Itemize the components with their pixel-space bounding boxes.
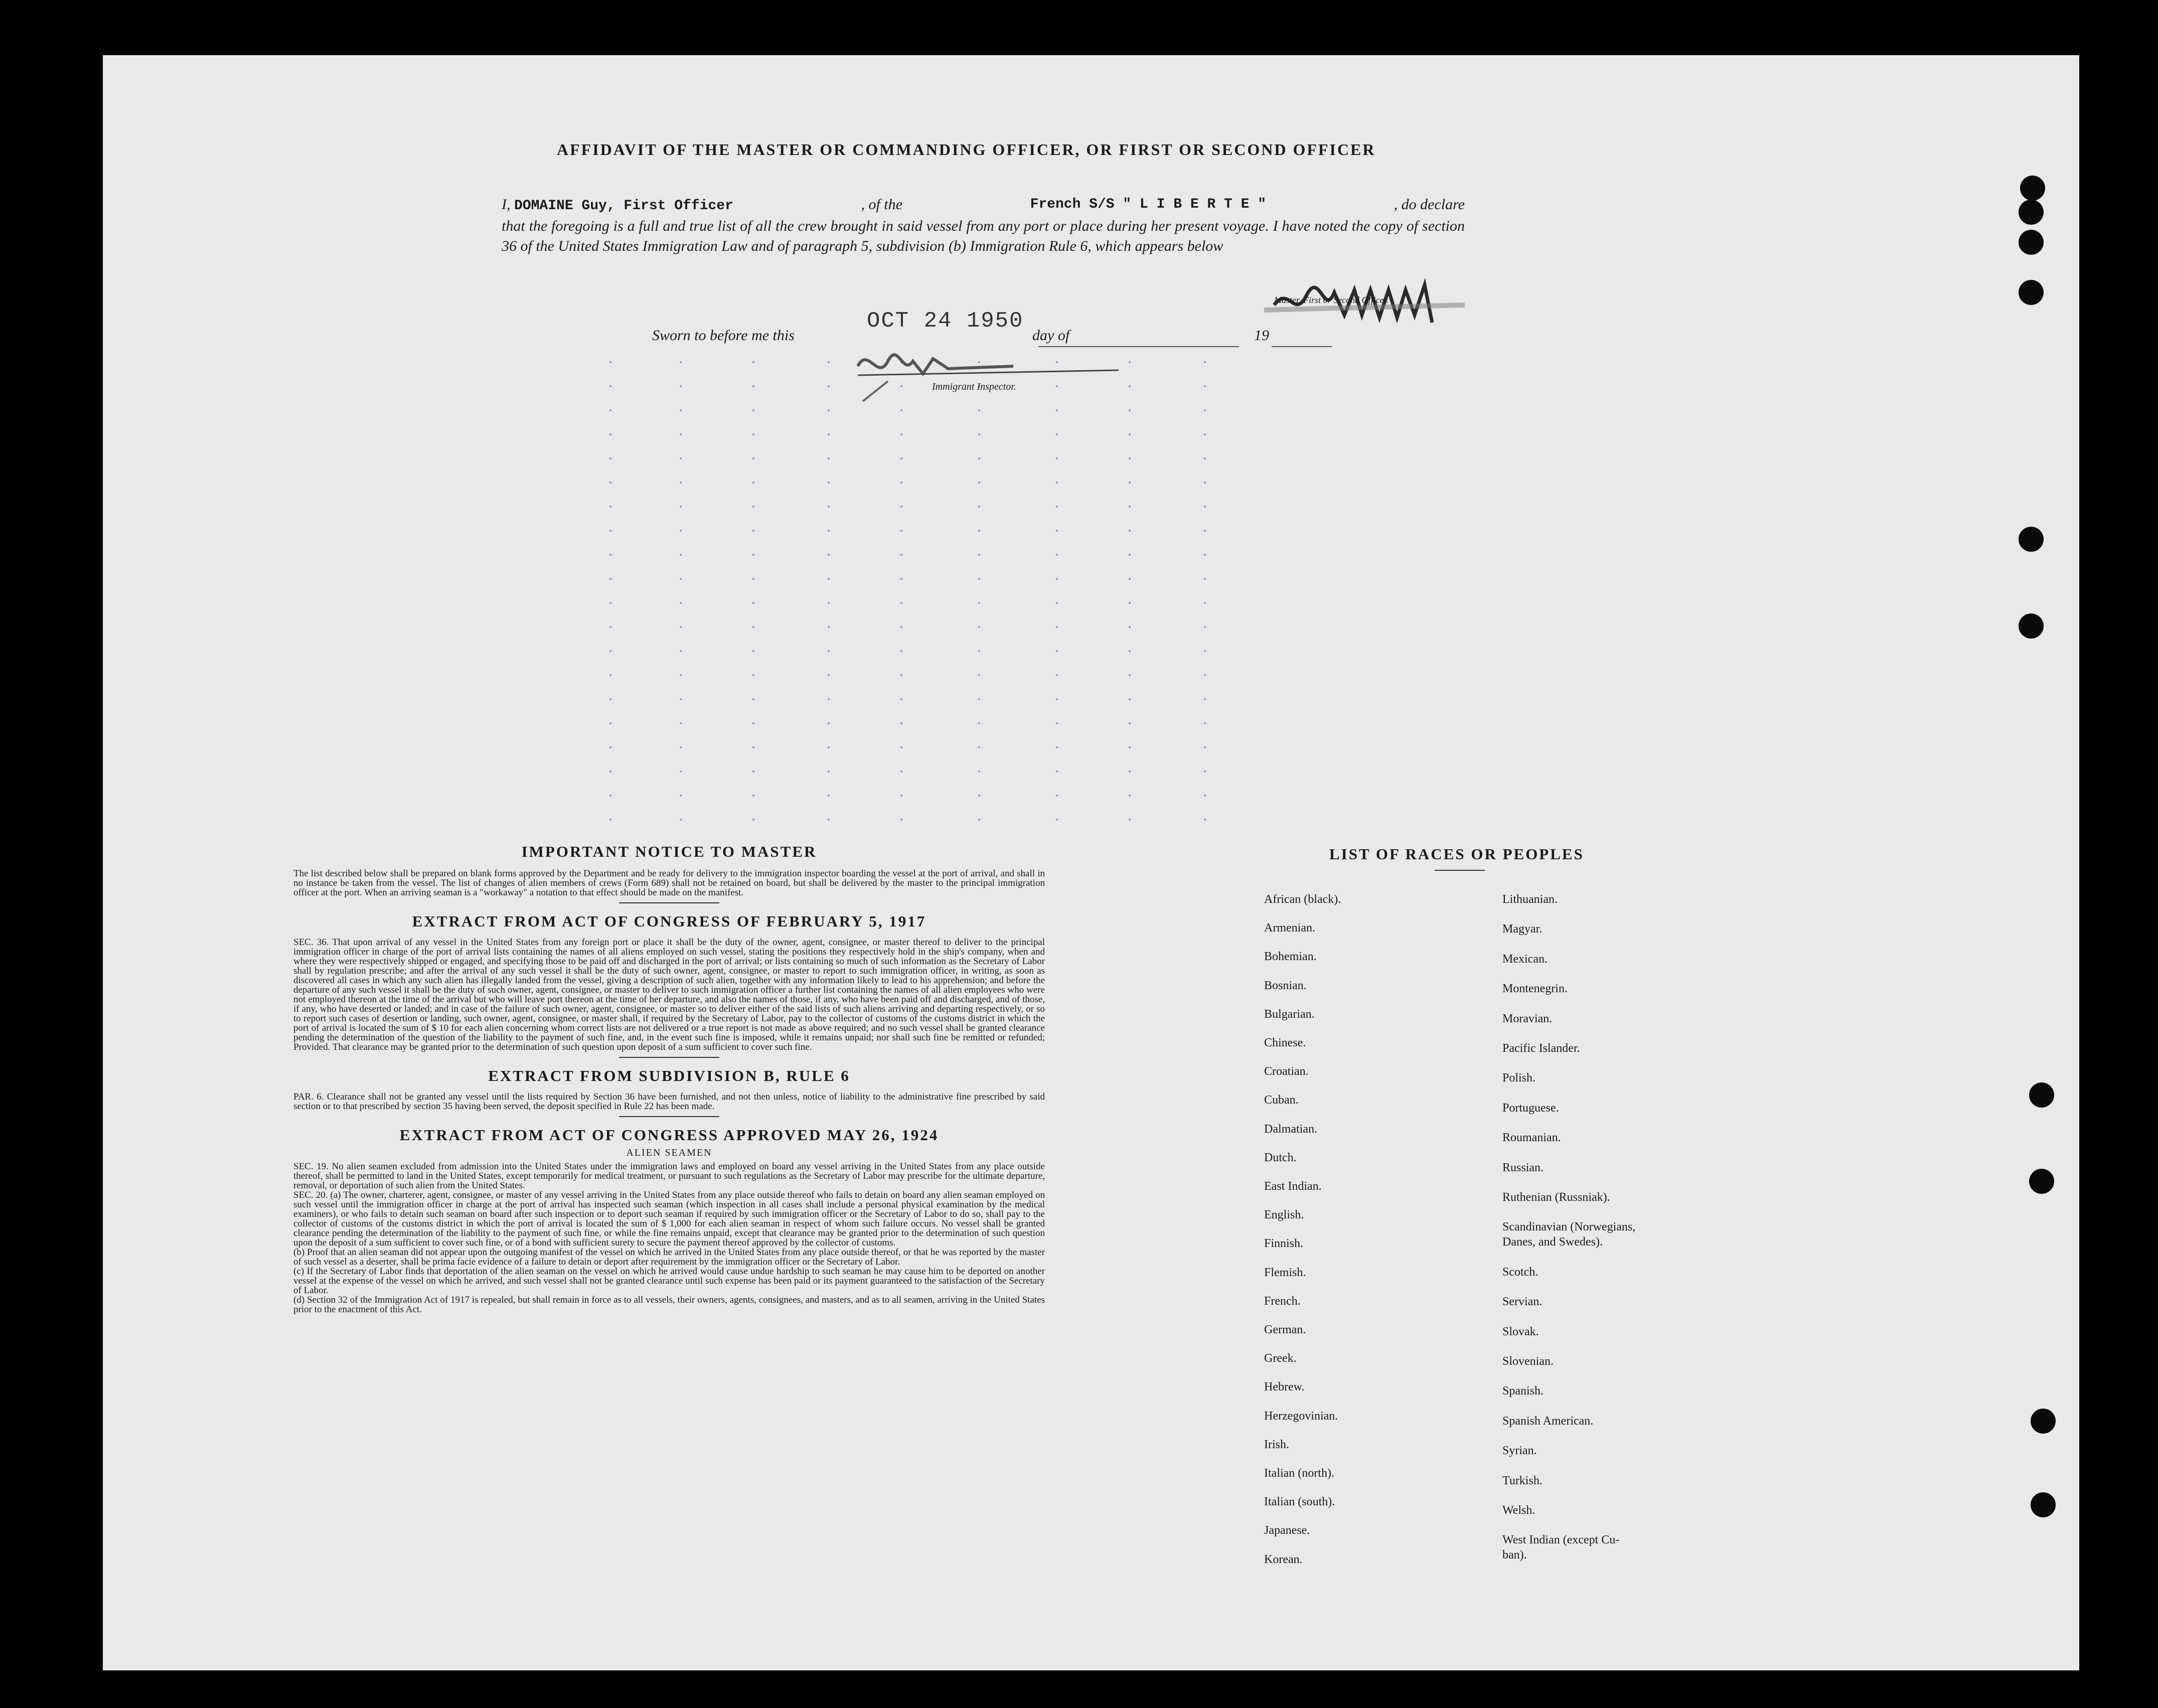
bleed-dot [752, 482, 754, 484]
bleed-dot [680, 602, 682, 604]
bleed-dot [978, 722, 980, 724]
bleed-dot [900, 433, 902, 435]
bleed-dot [1056, 457, 1058, 459]
bleed-dot [978, 795, 980, 797]
bleed-dot [680, 530, 682, 532]
bleed-dot [1056, 530, 1058, 532]
bleed-dot [609, 433, 611, 435]
bleed-dot [609, 795, 611, 797]
extract-1917-title: EXTRACT FROM ACT OF CONGRESS OF FEBRUARY 5, 1917 [412, 912, 927, 930]
bleed-dot [680, 770, 682, 772]
bleed-dot [828, 722, 830, 724]
race-item: Chinese. [1264, 1036, 1306, 1049]
bleed-dot [900, 722, 902, 724]
bleed-dot [1129, 409, 1131, 411]
declaration-first-line [502, 195, 1465, 216]
notice-title: IMPORTANT NOTICE TO MASTER [521, 843, 817, 860]
bleed-dot [1204, 506, 1206, 508]
declaration-i: I, [502, 196, 511, 213]
bleed-dot [978, 530, 980, 532]
bleed-dot [1204, 795, 1206, 797]
bleed-dot [900, 674, 902, 676]
bleed-dot [752, 698, 754, 700]
bleed-dot [900, 698, 902, 700]
race-item: Italian (north). [1264, 1467, 1334, 1480]
race-item: Italian (south). [1264, 1495, 1335, 1509]
race-item: Bosnian. [1264, 979, 1307, 992]
bleed-dot [1204, 770, 1206, 772]
bleed-dot [1129, 482, 1131, 484]
divider [619, 1057, 719, 1058]
bleed-dot [828, 457, 830, 459]
bleed-dot [752, 361, 754, 363]
bleed-dot [609, 722, 611, 724]
bleed-dot [1129, 602, 1131, 604]
punch-hole [2029, 1082, 2054, 1108]
divider [619, 1116, 719, 1117]
bleed-dot [609, 578, 611, 580]
race-item: Slovak. [1502, 1325, 1539, 1338]
race-item: English. [1264, 1208, 1304, 1222]
signature-caption: Master, First or Second Officer. [1274, 295, 1389, 305]
bleed-dot [900, 602, 902, 604]
bleed-dot [1204, 626, 1206, 628]
divider [619, 902, 719, 903]
officer-name: DOMAINE Guy, First Officer [514, 198, 733, 214]
bleed-dot [1129, 650, 1131, 652]
bleed-dot [1129, 506, 1131, 508]
bleed-dot [680, 361, 682, 363]
bleed-dot [1204, 819, 1206, 821]
bleed-dot [828, 409, 830, 411]
bleed-dot [680, 409, 682, 411]
bleed-dot [752, 385, 754, 387]
race-item: African (black). [1264, 893, 1341, 906]
bleed-dot [609, 770, 611, 772]
race-item: Greek. [1264, 1352, 1297, 1365]
inspector-signature [848, 346, 1129, 406]
bleed-dot [1056, 722, 1058, 724]
punch-hole [2019, 230, 2044, 255]
race-item: Moravian. [1502, 1012, 1553, 1025]
race-item: Polish. [1502, 1071, 1536, 1085]
bleed-dot [1056, 795, 1058, 797]
race-item: Scandinavian (Norwegians, Danes, and Swedes). [1502, 1220, 1636, 1249]
bleed-dot [978, 746, 980, 748]
bleed-dot [1129, 819, 1131, 821]
bleed-dot [752, 602, 754, 604]
bleed-dot [609, 819, 611, 821]
bleed-dot [1056, 578, 1058, 580]
bleed-dot [1129, 433, 1131, 435]
bleed-dot [1129, 457, 1131, 459]
bleed-dot [900, 482, 902, 484]
bleed-dot [900, 746, 902, 748]
extract-1924-sec19: SEC. 19. No alien seamen excluded from admission into the United States under the immigration laws and employed on board any vessel arriving in the United States from any place outside thereof, shall be permitted to land in the United States, except temporarily for medical treatment, or pursuant to such regulations as the Secretary of Labor may prescribe for the ultimate departure, removal, or deportation of such alien from the United States. [293, 1161, 1045, 1191]
race-item: West Indian (except Cu- ban). [1502, 1533, 1620, 1562]
race-item: Servian. [1502, 1295, 1543, 1309]
bleed-dot [680, 698, 682, 700]
bleed-dot [609, 698, 611, 700]
bleed-dot [1204, 554, 1206, 556]
bleed-dot [900, 819, 902, 821]
bleed-dot [1056, 554, 1058, 556]
race-item: Pacific Islander. [1502, 1042, 1580, 1055]
bleed-dot [1056, 674, 1058, 676]
race-item: Lithuanian. [1502, 893, 1558, 906]
bleed-dot [752, 770, 754, 772]
bleed-dot [752, 819, 754, 821]
punch-hole [2031, 1492, 2056, 1517]
bleed-dot [978, 578, 980, 580]
punch-hole [2019, 200, 2044, 225]
race-item: Armenian. [1264, 921, 1315, 935]
race-item: Herzegovinian. [1264, 1409, 1338, 1423]
extract-1917-text: SEC. 36. That upon arrival of any vessel in the United States from any foreign port or place it shall be the duty of the owner, agent, consignee, or master thereof to deliver to the principal immigration officer in charge of the port of arrival lists containing the names of all aliens employed on such vessel, stating the positions they respectively hold in the ship's company, when and where they were respectively shipped or engaged, and specifying those to be paid off and discharged in the port of arrival; or lists containing so much of such information as the Secretary of Labor shall by regulation prescribe; and after the arrival of any such vessel it shall be the duty of such owner, agent, consignee, or master to report to such immigration officer, in writing, as soon as discovered all cases in which any such alien has illegally landed from the vessel, giving a description of such alien, together with any information likely to lead to his apprehension; and before the departure of any such vessel it shall be the duty of such owner, agent, consignee, or master to deliver to such immigration officer a further list containing the names of all alien employees who were not employed thereon at the time of the arrival but who will leave port thereon at the time of her departure, and also the names of those, if any, who have been paid off and discharged, and of those, if any, who have deserted or landed; and in case of the failure of such owner, agent, consignee, or master so to deliver either of the said lists of such aliens arriving and departing respectively, or so to report such cases of desertion or landing, such owner, agent, consignee, or master shall, if required by the Secretary of Labor, pay to the collector of customs of the customs district in which the port of arrival is located the sum of $ 10 for each alien concerning whom correct lists are not delivered or a true report is not made as above required; and no such vessel shall be granted clearance pending the determination of the question of the liability to the payment of such fine, and, in the event such fine is imposed, while it remains unpaid; nor shall such fine be remitted or refunded; Provided. That clearance may be granted prior to the determination of such question upon deposit of a sum sufficient to cover such fine. [293, 937, 1045, 1052]
day-of-label: day of [1032, 327, 1070, 344]
bleed-dot [1056, 409, 1058, 411]
bleed-dot [609, 385, 611, 387]
extract-1924-sec20a: SEC. 20. (a) The owner, charterer, agent, consignee, or master of any vessel arriving in the United States from any place outside thereof who fails to detain on board any alien seaman employed on such vessel until the immigration officer in charge at the port of arrival has inspected such seaman (which inspection in all cases shall include a personal physical examination by the medical examiners), or who fails to detain such seaman on board after such inspection or to deport such seaman if required by such immigration officer or the Secretary of Labor to do so, shall pay to the collector of customs of the customs district in which the port of arrival is located the sum of $ 1,000 for each alien seaman in respect of whom such failure occurs. No vessel shall be granted clearance pending the determination of the liability to the payment of such fine, or while the fine remains unpaid, except that clearance may be granted prior to the determination of such question upon the deposit of a sum sufficient to cover such fine, or of a bond with sufficient surety to secure the payment thereof approved by the collector of customs. [293, 1190, 1045, 1248]
bleed-dot [978, 506, 980, 508]
bleed-dot [609, 506, 611, 508]
race-item: Korean. [1264, 1552, 1303, 1566]
bleed-dot [680, 578, 682, 580]
bleed-dot [978, 770, 980, 772]
race-item: Slovenian. [1502, 1355, 1554, 1368]
bleed-dot [609, 674, 611, 676]
bleed-dot [828, 433, 830, 435]
extract-rule6-title: EXTRACT FROM SUBDIVISION B, RULE 6 [488, 1067, 850, 1084]
bleed-dot [978, 819, 980, 821]
race-item: Syrian. [1502, 1444, 1537, 1458]
race-item: Dalmatian. [1264, 1122, 1317, 1136]
bleed-dot [828, 698, 830, 700]
bleed-dot [1129, 626, 1131, 628]
race-item: Hebrew. [1264, 1380, 1305, 1394]
bleed-dot [752, 409, 754, 411]
declaration-body: that the foregoing is a full and true list of all the crew brought in said vessel from any port or place during her present voyage. I have noted the copy of section 36 of the United States Immigration Law and of paragraph 5, subdivision (b) Immigration Rule 6, which appears below [502, 218, 1465, 254]
bleed-dot [1056, 819, 1058, 821]
bleed-dot [752, 530, 754, 532]
bleed-dot [1129, 361, 1131, 363]
punch-hole [2019, 613, 2044, 639]
bleed-dot [680, 385, 682, 387]
bleed-dot [1204, 482, 1206, 484]
race-item: Dutch. [1264, 1151, 1297, 1164]
bleed-dot [978, 626, 980, 628]
bleed-dot [978, 602, 980, 604]
inspector-label: Immigrant Inspector. [932, 381, 1016, 392]
bleed-dot [1204, 674, 1206, 676]
bleed-dot [1204, 385, 1206, 387]
race-item: German. [1264, 1323, 1306, 1336]
bleed-dot [828, 578, 830, 580]
bleed-dot [752, 626, 754, 628]
extract-1924-sec20d: (d) Section 32 of the Immigration Act of 1917 is repealed, but shall remain in force as to all vessels, their owners, agents, consignees, and masters, and as to all seamen, arriving in the United States prior to the enactment of this Act. [293, 1295, 1045, 1315]
bleed-dot [680, 554, 682, 556]
bleed-dot [828, 602, 830, 604]
bleed-dot [1129, 674, 1131, 676]
bleed-dot [978, 433, 980, 435]
notice-text: The list described below shall be prepared on blank forms approved by the Department and be ready for delivery to the immigration inspector boarding the vessel at the port of arrival, and shall in no instance be taken from the vessel. The list of changes of alien members of crews (Form 689) shall not be retained on board, but shall be delivered by the master to the principal immigration officer at the port. When an arriving seaman is a "workaway" a notation to that effect should be made on the manifest. [293, 868, 1045, 898]
bleed-dot [680, 722, 682, 724]
bleed-dot [1204, 409, 1206, 411]
bleed-dot [609, 482, 611, 484]
bleed-dot [828, 530, 830, 532]
bleed-dot [680, 674, 682, 676]
race-item: Turkish. [1502, 1474, 1543, 1487]
bleed-dot [828, 554, 830, 556]
race-item: Roumanian. [1502, 1131, 1561, 1145]
bleed-dot [680, 506, 682, 508]
bleed-dot [1056, 770, 1058, 772]
race-item: Portuguese. [1502, 1101, 1559, 1115]
bleed-dot [900, 650, 902, 652]
race-item: Finnish. [1264, 1237, 1304, 1251]
punch-hole [2029, 1169, 2054, 1194]
bleed-dot [978, 409, 980, 411]
races-title-rule [1435, 870, 1485, 871]
bleed-dot [900, 457, 902, 459]
bleed-dot [900, 795, 902, 797]
punch-hole [2019, 280, 2044, 305]
bleed-dot [900, 554, 902, 556]
bleed-dot [828, 795, 830, 797]
bleed-dot [680, 819, 682, 821]
race-item: French. [1264, 1294, 1301, 1308]
bleed-dot [609, 457, 611, 459]
extract-1924-subtitle: ALIEN SEAMEN [626, 1147, 712, 1158]
bleed-dot [1129, 722, 1131, 724]
bleed-dot [609, 554, 611, 556]
bleed-dot [978, 457, 980, 459]
race-item: Irish. [1264, 1438, 1289, 1451]
bleed-dot [1056, 482, 1058, 484]
bleed-dot [828, 482, 830, 484]
race-item: Russian. [1502, 1161, 1544, 1174]
bleed-dot [1129, 385, 1131, 387]
race-item: Montenegrin. [1502, 982, 1568, 996]
bleed-dot [1056, 602, 1058, 604]
bleed-dot [752, 795, 754, 797]
race-item: Magyar. [1502, 922, 1543, 936]
bleed-dot [680, 746, 682, 748]
declaration-officer [502, 195, 733, 216]
race-item: Croatian. [1264, 1065, 1309, 1078]
bleed-dot [609, 409, 611, 411]
race-item: East Indian. [1264, 1180, 1322, 1193]
bleed-dot [828, 819, 830, 821]
bleed-dot [978, 674, 980, 676]
bleed-dot [900, 770, 902, 772]
bleed-dot [1129, 554, 1131, 556]
bleed-dot [900, 626, 902, 628]
extract-1924-title: EXTRACT FROM ACT OF CONGRESS APPROVED MAY 26, 1924 [399, 1126, 939, 1144]
vessel-name: French S/S " L I B E R T E " [1030, 197, 1267, 212]
legal-notices [293, 843, 1045, 1314]
bleed-dot [900, 578, 902, 580]
extract-1924-sec20b: (b) Proof that an alien seaman did not appear upon the outgoing manifest of the vessel on which he arrived in the United States from any place outside thereof, or that he was reported by the master of such vessel as a deserter, shall be prima facie evidence of a failure to detain or deport after requirement by the immigration officer or the Secretary of Labor. [293, 1247, 1045, 1267]
bleed-dot [900, 409, 902, 411]
race-item: Scotch. [1502, 1265, 1538, 1279]
bleed-dot [609, 650, 611, 652]
bleed-dot [752, 506, 754, 508]
bleed-dot [828, 626, 830, 628]
year-underline [1272, 346, 1332, 347]
bleed-dot [609, 530, 611, 532]
bleed-dot [1204, 746, 1206, 748]
race-item: Flemish. [1264, 1266, 1306, 1279]
races-title: LIST OF RACES OR PEOPLES [1329, 845, 1584, 863]
bleed-dot [1204, 361, 1206, 363]
bleed-dot [680, 457, 682, 459]
bleed-dot [900, 530, 902, 532]
bleed-dot [978, 698, 980, 700]
bleed-dot [1056, 433, 1058, 435]
declaration-block [502, 195, 1465, 256]
race-item: Welsh. [1502, 1504, 1535, 1517]
bleed-dot [1129, 746, 1131, 748]
race-item: Japanese. [1264, 1524, 1310, 1537]
bleed-dot [828, 385, 830, 387]
bleed-dot [1204, 530, 1206, 532]
sworn-label: Sworn to before me this [652, 327, 795, 344]
bleed-dot [1129, 698, 1131, 700]
bleed-dot [680, 795, 682, 797]
bleed-dot [1056, 746, 1058, 748]
bleed-dot [680, 482, 682, 484]
bleed-dot [828, 746, 830, 748]
year-prefix: 19 [1254, 327, 1269, 344]
bleed-dot [1204, 698, 1206, 700]
bleed-dot [1204, 457, 1206, 459]
bleed-dot [828, 361, 830, 363]
bleed-dot [680, 626, 682, 628]
bleed-dot [1204, 650, 1206, 652]
bleed-dot [828, 770, 830, 772]
bleed-dot [680, 433, 682, 435]
punch-hole [2019, 527, 2044, 552]
bleed-dot [1204, 602, 1206, 604]
bleed-dot [1129, 770, 1131, 772]
bleed-dot [828, 674, 830, 676]
bleed-dot [1129, 795, 1131, 797]
bleed-dot [680, 650, 682, 652]
declaration-of-the: , of the [861, 196, 902, 213]
race-item: Mexican. [1502, 952, 1548, 966]
bleed-dot [609, 602, 611, 604]
bleed-dot [1204, 578, 1206, 580]
race-item: Spanish. [1502, 1384, 1544, 1398]
bleed-dot [752, 722, 754, 724]
bleed-dot [609, 361, 611, 363]
extract-1924-sec20c: (c) If the Secretary of Labor finds that deportation of the alien seaman on the vessel on which he arrived would cause undue hardship to such seaman he may cause him to be deported on another vessel at the expense of the vessel on which he arrived, and such vessel shall not be granted clearance until such expense has been paid or its payment guaranteed to the satisfaction of the Secretary of Labor. [293, 1266, 1045, 1296]
bleed-dot [752, 746, 754, 748]
bleed-dot [752, 457, 754, 459]
race-item: Ruthenian (Russniak). [1502, 1191, 1610, 1204]
bleed-dot [752, 650, 754, 652]
punch-hole [2031, 1409, 2056, 1434]
date-stamp: OCT 24 1950 [867, 308, 1024, 334]
bleed-dot [978, 554, 980, 556]
extract-rule6-text: PAR. 6. Clearance shall not be granted any vessel until the lists required by Section 36 have been furnished, and not then unless, notice of liability to the administrative fine prescribed by said section or to that prescribed by section 35 having been served, the deposit specified in Rule 22 has been made. [293, 1092, 1045, 1112]
race-item: Bohemian. [1264, 950, 1317, 964]
bleed-dot [1056, 626, 1058, 628]
race-item: Spanish American. [1502, 1414, 1594, 1428]
bleed-dot [752, 674, 754, 676]
bleed-dot [609, 626, 611, 628]
race-item: Bulgarian. [1264, 1007, 1315, 1021]
bleed-dot [1129, 530, 1131, 532]
bleed-dot [1204, 722, 1206, 724]
bleed-dot [978, 650, 980, 652]
race-item: Cuban. [1264, 1094, 1299, 1107]
bleed-dot [1204, 433, 1206, 435]
bleed-dot [978, 482, 980, 484]
bleed-dot [752, 554, 754, 556]
declaration-do-declare: , do declare [1394, 196, 1465, 213]
bleed-dot [752, 578, 754, 580]
bleed-dot [1129, 578, 1131, 580]
bleed-dot [1056, 650, 1058, 652]
bleed-dot [900, 506, 902, 508]
affidavit-title: AFFIDAVIT OF THE MASTER OR COMMANDING OFFICER, OR FIRST OR SECOND OFFICER [557, 140, 1376, 159]
bleed-dot [1056, 506, 1058, 508]
bleed-dot [752, 433, 754, 435]
bleed-dot [1056, 698, 1058, 700]
punch-hole [2020, 176, 2045, 201]
bleed-dot [609, 746, 611, 748]
bleed-dot [828, 650, 830, 652]
bleed-dot [828, 506, 830, 508]
